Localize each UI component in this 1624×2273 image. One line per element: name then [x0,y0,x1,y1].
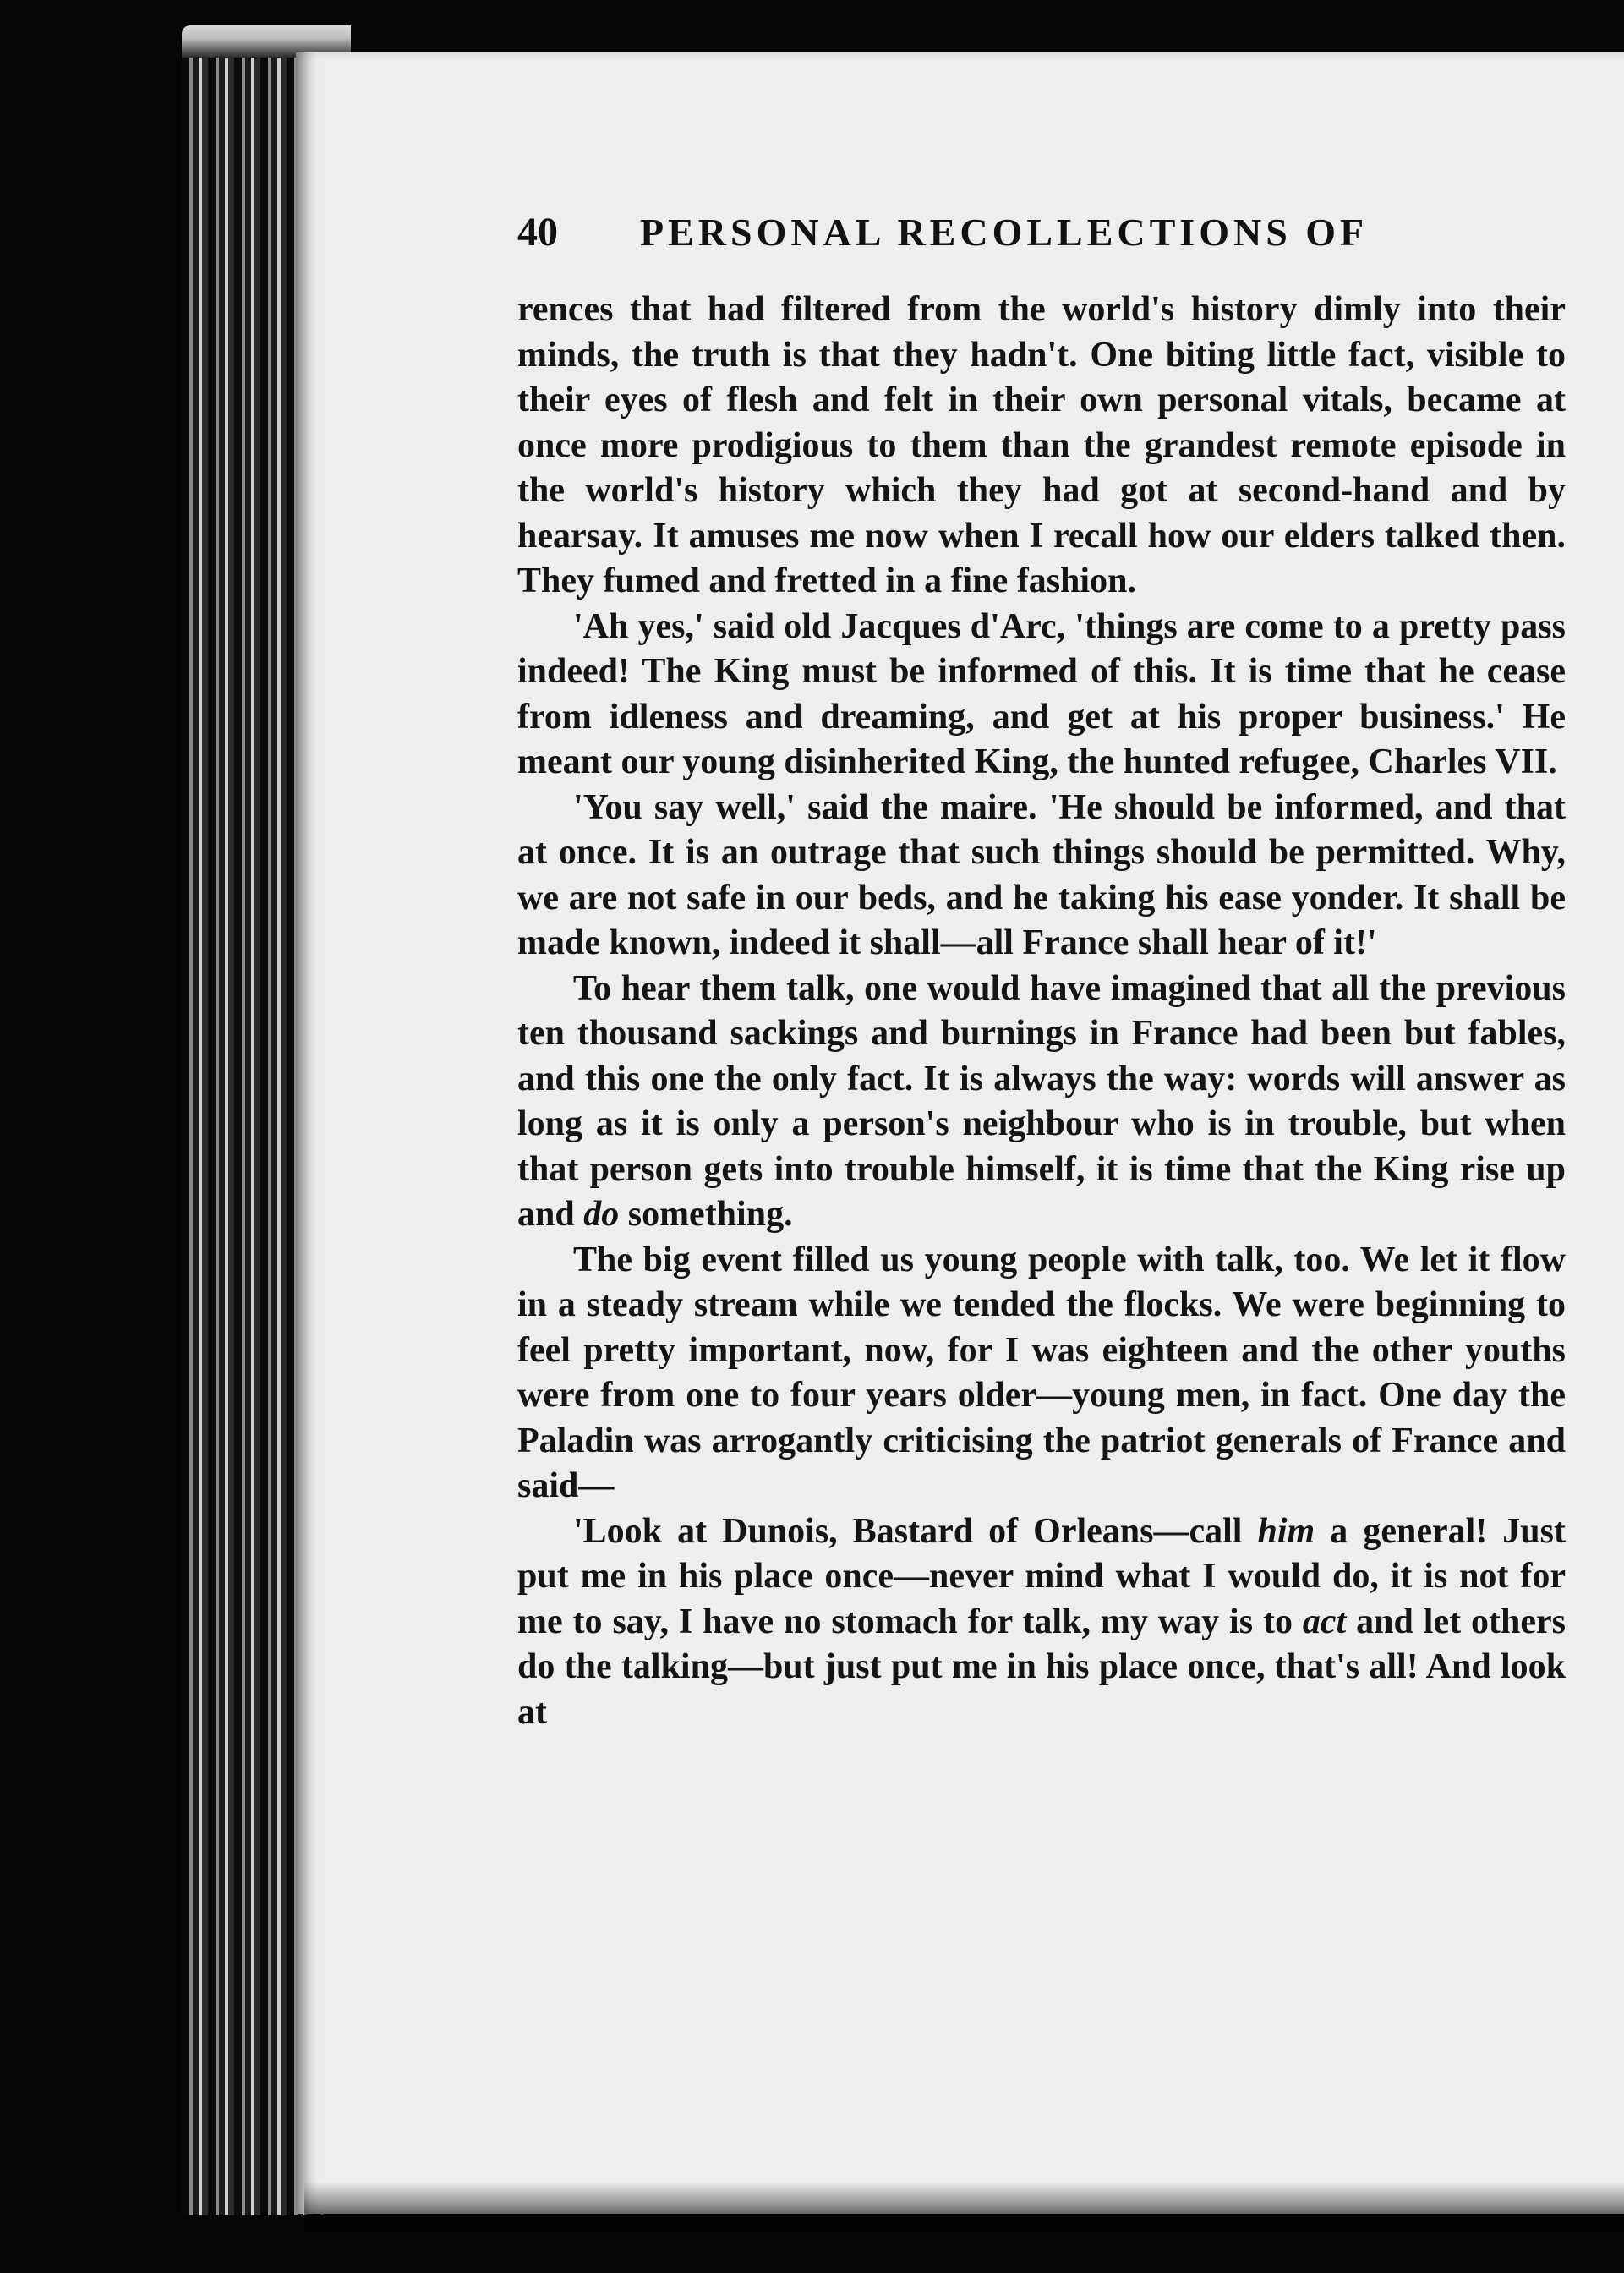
page-number: 40 [517,210,558,255]
paragraph [517,967,1566,1238]
paragraph [517,1509,1566,1736]
paragraph-text: To hear them talk, one would have imagined that all the previous ten thousand sackings and burnings in France had been but fables, and this one the only fact. It is always the way: words will answer as long as it is only a person's neighbour who is in trouble, but when that person gets into trouble himself, it is time that the King rise up and [517,968,1566,1234]
italic-text: him [1257,1511,1315,1551]
paragraph-text: The big event filled us young people with talk, too. We let it flow in a steady stream while we tended the flocks. We were beginning to feel pretty important, now, for I was eighteen and the other youths were from one to four years older—young men, in fact. One day the Paladin was arrogantly criticising the patriot generals of France and said— [517,1240,1566,1505]
page-header [517,203,1566,262]
paragraph-text: a general! Just put me in his place once—never mind what I would do, it is not for me to say, I have no stomach for talk, my way is to [517,1511,1566,1641]
paragraph-text: 'Look at Dunois, Bastard of Orleans—call [573,1511,1258,1551]
italic-text: do [583,1195,620,1234]
paragraph [517,786,1566,967]
paragraph-text: rences that had filtered from the world's history dimly into their minds, the truth is that they hadn't. One biting little fact, visible to their eyes of flesh and felt in their own personal vitals, became at once more prodigious to them than the grandest remote episode in the world's history which they had got at second-hand and by hearsay. It amuses me now when I recall how our elders talked then. They fumed and fretted in a fine fashion. [517,290,1566,600]
body-text [517,288,1566,1735]
paragraph-text: 'Ah yes,' said old Jacques d'Arc, 'things are come to a pretty pass indeed! The King must be informed of this. It is time that he cease from idleness and dreaming, and get at his proper business.' He meant our young disinherited King, the hunted refugee, Charles VII. [517,606,1566,781]
paragraph-text: and let others do the talking—but just put me in his place once, that's all! And look at [517,1602,1566,1732]
italic-text: act [1302,1602,1347,1641]
paragraph [517,288,1566,605]
paragraph-text: 'You say well,' said the maire. 'He should be informed, and that at once. It is an outrage that such things should be permitted. Why, we are not safe in our beds, and he taking his ease yonder. It shall be made known, indeed it shall—all France shall hear of it!' [517,787,1566,962]
paragraph-text: something. [619,1195,793,1234]
running-head: PERSONAL RECOLLECTIONS OF [640,211,1369,254]
paragraph [517,1238,1566,1509]
page-bottom-shadow [304,2182,1624,2232]
paragraph [517,605,1566,786]
